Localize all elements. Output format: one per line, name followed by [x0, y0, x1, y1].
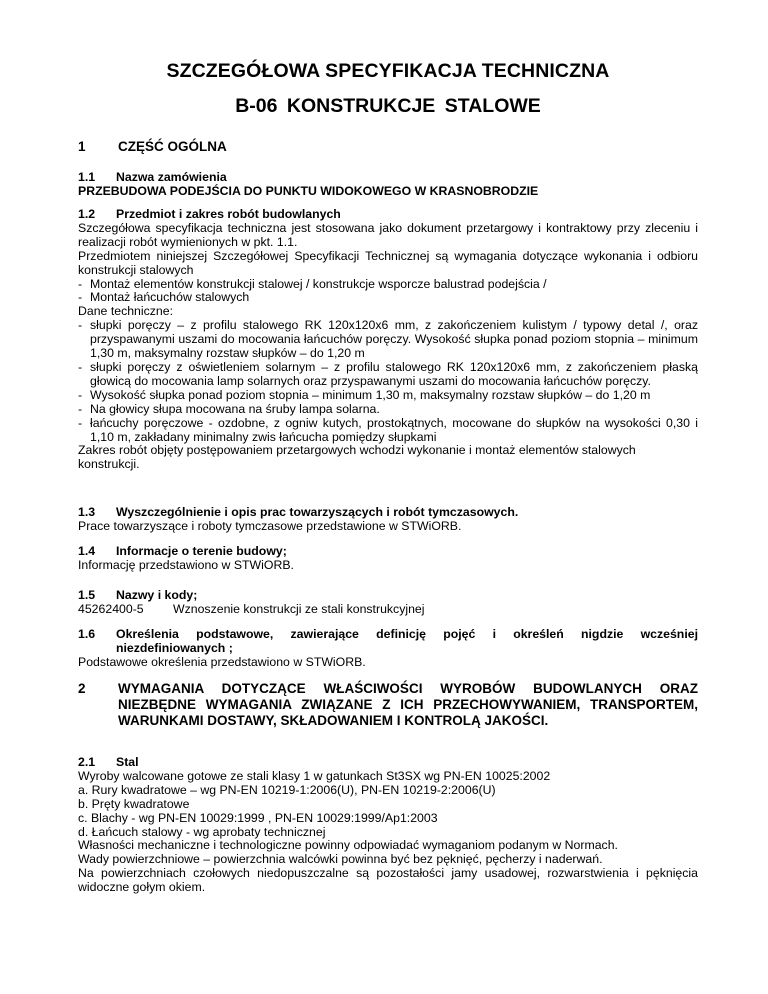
subsection-number: 1.4 — [78, 544, 96, 558]
subsection-title: Przedmiot i zakres robót budowlanych — [116, 207, 341, 221]
section-title: WYMAGANIA DOTYCZĄCE WŁAŚCIWOŚCI WYROBÓW BUDOWLANYCH ORAZ NIEZBĘDNE WYMAGANIA ZWIĄZANE Z ICH PRZECHOWYWANIEM, TRANSPORTEM, WARUNKAMI DOSTAWY, SKŁADOWANIEM I KONTROLĄ JAKOŚCI. — [118, 681, 698, 728]
text-line: a. Rury kwadratowe – wg PN-EN 10219-1:2006(U), PN-EN 10219-2:2006(U) — [78, 782, 496, 797]
section-1-1 — [78, 171, 698, 199]
subsection-number: 1.1 — [78, 170, 96, 184]
section-number: 2 — [78, 681, 86, 696]
paragraph: Prace towarzyszące i roboty tymczasowe przedstawione w STWiORB. — [78, 518, 462, 533]
section-1-4 — [78, 545, 698, 573]
subsection-number: 1.3 — [78, 505, 96, 519]
subsection-number: 2.1 — [78, 755, 96, 769]
subsection-title: Stal — [116, 755, 139, 769]
text-line: Własności mechaniczne i technologiczne powinny odpowiadać wymaganiom podanym w Normach. — [78, 838, 618, 853]
subsection-number: 1.5 — [78, 588, 96, 602]
paragraph: Informację przedstawiono w STWiORB. — [78, 557, 294, 572]
section-2-1 — [78, 756, 698, 895]
section-1-6 — [78, 628, 698, 670]
section-1-2 — [78, 208, 698, 472]
text-line: Wyroby walcowane gotowe ze stali klasy 1 w gatunkach St3SX wg PN-EN 10025:2002 — [78, 768, 551, 783]
subsection-title: Wyszczególnienie i opis prac towarzyszących i robót tymczasowych. — [116, 505, 519, 519]
section-number: 1 — [78, 139, 86, 154]
text-line: b. Pręty kwadratowe — [78, 796, 190, 811]
text-line: d. Łańcuch stalowy - wg aprobaty technicznej — [78, 824, 326, 839]
cpv-code: 45262400-5 — [78, 601, 144, 616]
subsection-number: 1.6 — [78, 627, 96, 641]
section-1-heading — [78, 139, 227, 154]
text-line: c. Blachy - wg PN-EN 10029:1999 , PN-EN 10029:1999/Ap1:2003 — [78, 810, 438, 825]
subsection-title-cont: niezdefiniowanych ; — [116, 640, 233, 655]
subsection-title: Informacje o terenie budowy; — [116, 544, 287, 558]
paragraph: Podstawowe określenia przedstawiono w STWiORB. — [78, 654, 366, 669]
section-title: CZĘŚĆ OGÓLNA — [118, 139, 227, 154]
list-item: - słupki poręczy z oświetleniem solarnym – z profilu stalowego RK 120x120x6 mm, z zakończeniem płaską głowicą do mocowania lamp solarnych oraz przyspawanymi uszami do mocowania łańcuchów poręczy. — [78, 359, 698, 388]
cpv-description: Wznoszenie konstrukcji ze stali konstrukcyjnej — [173, 601, 425, 616]
paragraph: Przedmiotem niniejszej Szczegółowej Specyfikacji Technicznej są wymagania dotyczące wykonania i odbioru konstrukcji stalowych — [78, 248, 698, 277]
order-name: PRZEBUDOWA PODEJŚCIA DO PUNKTU WIDOKOWEGO W KRASNOBRODZIE — [78, 183, 539, 198]
list-item: - łańcuchy poręczowe - ozdobne, z ogniw kutych, prostokątnych, mocowane do słupków na wysokości 0,30 i 1,10 m, zakładany minimalny zwis łańcucha pomiędzy słupkami — [78, 415, 698, 444]
list-item: - Wysokość słupka ponad poziom stopnia – minimum 1,30 m, maksymalny rozstaw słupków – do 1,20 m — [78, 387, 651, 402]
technical-data-label: Dane techniczne: — [78, 304, 174, 319]
subsection-title: Nazwy i kody; — [116, 588, 198, 602]
paragraph: Na powierzchniach czołowych niedopuszczalne są pozostałości jamy usadowej, rozwarstwienia i pęknięcia widoczne gołym okiem. — [78, 866, 698, 895]
list-item: - słupki poręczy – z profilu stalowego RK 120x120x6 mm, z zakończeniem kulistym / typowy detal /, oraz przyspawanymi uszami do mocowania łańcuchów poręczy. Wysokość słupka ponad poziom stopnia – minimum 1,30 m, maksymalny rozstaw słupków – do 1,20 m — [78, 318, 698, 361]
document-subtitle: B-06 KONSTRUKCJE STALOWE — [235, 95, 541, 117]
list-item: - Montaż łańcuchów stalowych — [78, 290, 250, 305]
list-item: - Montaż elementów konstrukcji stalowej / konstrukcje wsporcze balustrad podejścia / — [78, 276, 547, 291]
text-line: Wady powierzchniowe – powierzchnia walcówki powinna być bez pęknięć, pęcherzy i naderwań. — [78, 852, 603, 867]
list-item: - Na głowicy słupa mocowana na śruby lampa solarna. — [78, 401, 380, 416]
document-title: SZCZEGÓŁOWA SPECYFIKACJA TECHNICZNA — [166, 60, 610, 82]
paragraph: Szczegółowa specyfikacja techniczna jest stosowana jako dokument przetargowy i kontraktowy przy zleceniu i realizacji robót wymienionych w pkt. 1.1. — [78, 220, 698, 249]
subsection-number: 1.2 — [78, 207, 96, 221]
paragraph: Zakres robót objęty postępowaniem przetargowych wchodzi wykonanie i montaż elementów stalowych konstrukcji. — [78, 443, 636, 472]
subsection-title: Nazwa zamówienia — [116, 170, 227, 184]
subsection-title: Określenia podstawowe, zawierające definicję pojęć i określeń nigdzie wcześniej — [116, 627, 698, 641]
section-2-heading — [78, 681, 698, 729]
section-1-3 — [78, 506, 698, 534]
section-1-5 — [78, 589, 698, 617]
